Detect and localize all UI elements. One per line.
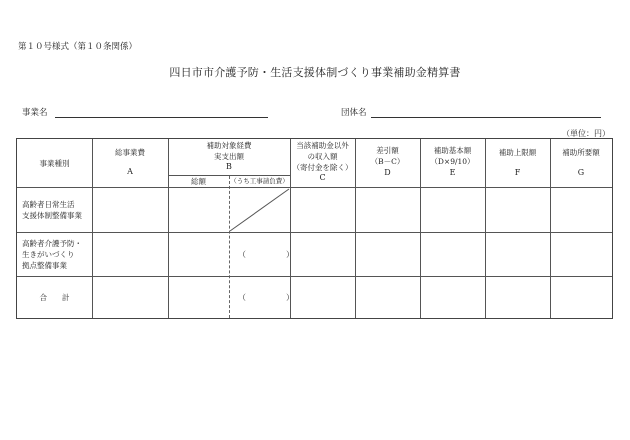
header-base-amount: 補助基本額 （D×9/10） [430,146,475,166]
header-difference-letter: D [384,168,391,177]
form-number: 第１０号様式（第１０条関係） [18,42,138,52]
header-required-amount-letter: G [577,168,585,177]
header-total-cost-letter: A [127,167,133,176]
column-divider [92,139,93,318]
header-upper-limit-letter: F [514,168,521,177]
row-divider [17,232,612,233]
row-label-daily-life-support: 高齢者日常生活 支援体制整備事業 [22,200,82,220]
header-eligible-cost-letter: B [226,162,232,171]
project-name-label: 事業名 [22,108,48,118]
header-bottom-line [17,187,612,188]
header-required-amount: 補助所要額 [562,147,600,157]
row-label-care-prevention-base: 高齢者介護予防・ 生きがいづくり 拠点整備事業 [22,239,82,270]
group-name-label: 団体名 [341,108,367,118]
header-sub-construction: （うち工事請負費） [230,177,289,185]
header-other-income: 当該補助金以外 の収入額 （寄付金を除く） [292,141,353,172]
settlement-table [16,138,613,319]
header-base-amount-letter: E [449,168,456,177]
row-label-total: 合 計 [39,292,70,302]
header-eligible-cost: 補助対象経費 実支出額 [206,141,252,161]
project-name-field[interactable] [55,117,268,118]
construction-cost-parentheses: （ ） [238,250,294,259]
column-divider [550,139,551,318]
header-project-type: 事業種別 [39,158,70,168]
document-title: 四日市市介護予防・生活支援体制づくり事業補助金精算書 [169,66,461,79]
header-total-cost: 総事業費 [115,147,145,157]
row-divider [17,276,612,277]
construction-cost-parentheses: （ ） [238,293,294,302]
unit-note: （単位：円） [562,129,610,138]
header-sub-total: 総額 [191,177,206,186]
group-name-field[interactable] [371,117,601,118]
header-difference: 差引額 （B－C） [370,146,405,166]
header-upper-limit: 補助上限額 [498,147,537,157]
header-other-income-letter: C [319,173,326,182]
not-applicable-diagonal [229,188,290,232]
column-divider [485,139,486,318]
